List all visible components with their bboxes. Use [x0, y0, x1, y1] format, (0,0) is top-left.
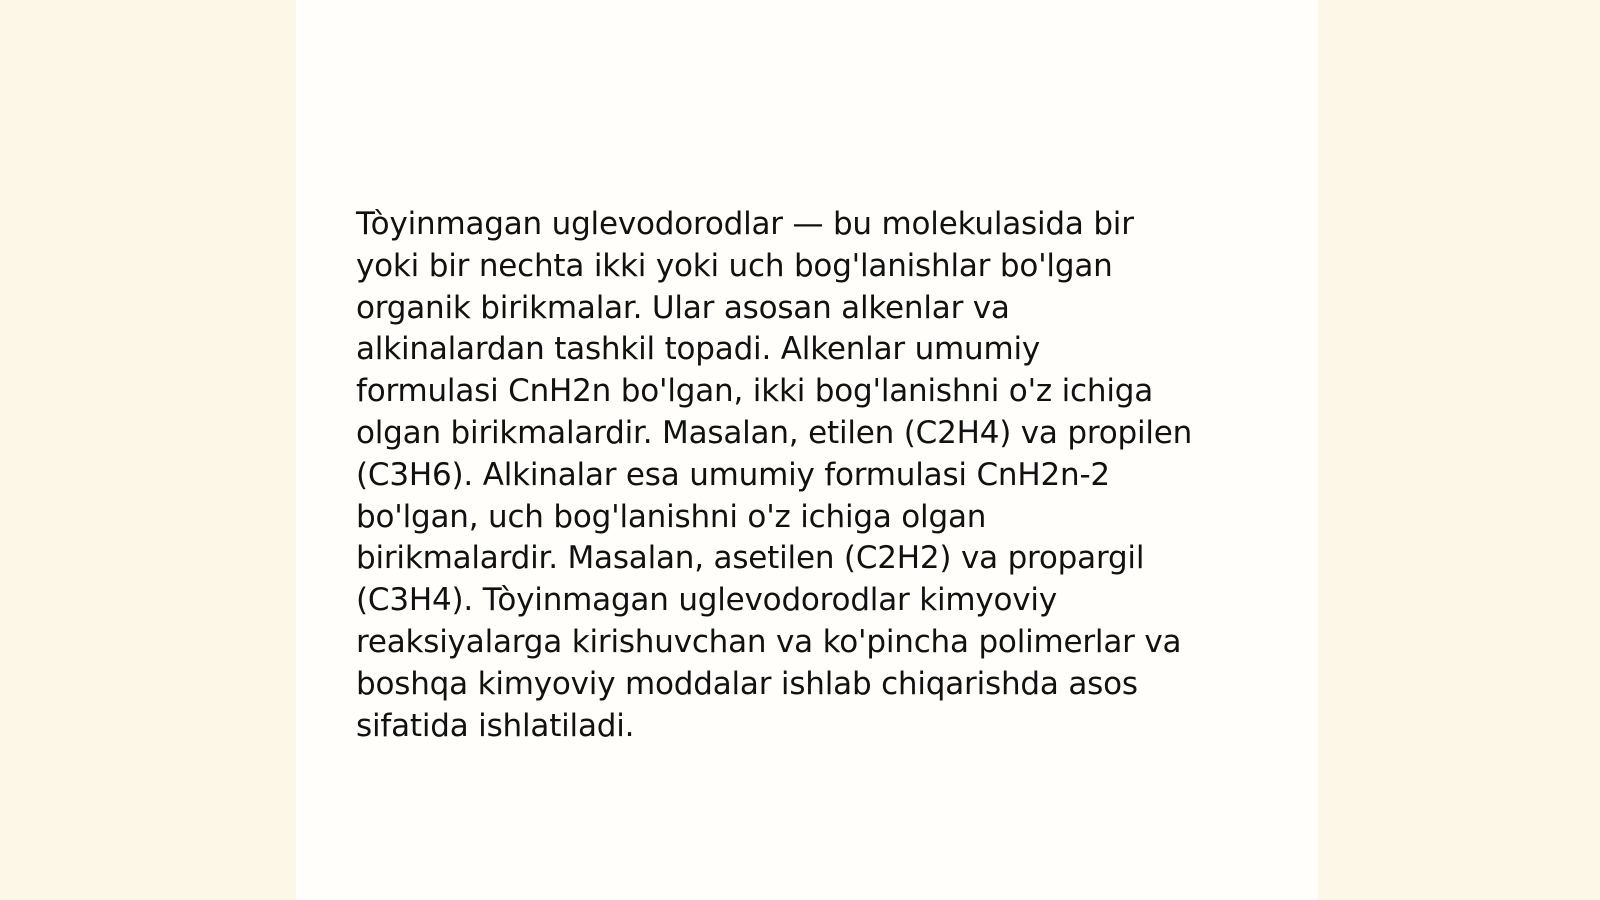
- paragraph-line: yoki bir nechta ikki yoki uch bog'lanishlar bo'lgan: [356, 247, 1113, 284]
- paragraph-line: bo'lgan, uch bog'lanishni o'z ichiga olgan: [356, 498, 987, 535]
- body-paragraph: [356, 204, 1256, 747]
- paragraph-line: sifatida ishlatiladi.: [356, 707, 635, 744]
- paragraph-line: olgan birikmalardir. Masalan, etilen (C2H4) va propilen: [356, 414, 1193, 451]
- slide-panel: [296, 0, 1318, 900]
- paragraph-line: birikmalardir. Masalan, asetilen (C2H2) va propargil: [356, 540, 1145, 577]
- paragraph-line: (C3H6). Alkinalar esa umumiy formulasi CnH2n-2: [356, 456, 1110, 493]
- paragraph-line: organik birikmalar. Ular asosan alkenlar va: [356, 289, 1010, 326]
- paragraph-line: alkinalardan tashkil topadi. Alkenlar umumiy: [356, 331, 1041, 368]
- paragraph-line: Tòyinmagan uglevodorodlar — bu molekulasida bir: [356, 206, 1134, 242]
- paragraph-line: reaksiyalarga kirishuvchan va ko'pincha polimerlar va: [356, 623, 1182, 660]
- paragraph-line: (C3H4). Tòyinmagan uglevodorodlar kimyoviy: [356, 582, 1057, 619]
- paragraph-line: formulasi CnH2n bo'lgan, ikki bog'lanishni o'z ichiga: [356, 373, 1154, 410]
- paragraph-line: boshqa kimyoviy moddalar ishlab chiqarishda asos: [356, 665, 1138, 702]
